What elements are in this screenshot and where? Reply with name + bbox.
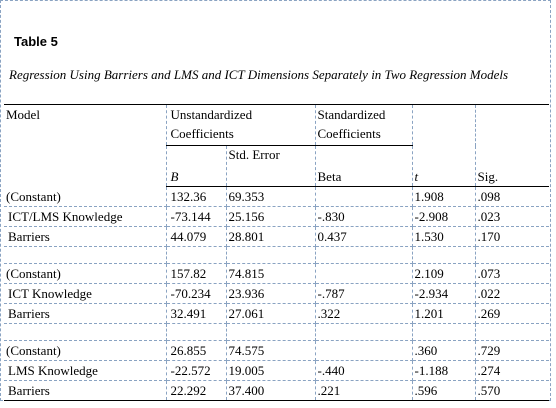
row-label: ICT Knowledge (4, 284, 166, 304)
cell-sig: .274 (475, 361, 549, 381)
header-t: t (412, 146, 475, 187)
cell-t: -2.908 (412, 207, 475, 227)
cell-beta: 0.437 (315, 227, 412, 247)
table-row (4, 264, 549, 284)
cell-b: 44.079 (166, 227, 226, 247)
cell-t: 1.908 (412, 187, 475, 207)
cell-t: 2.109 (412, 264, 475, 284)
row-label: (Constant) (4, 187, 166, 207)
table-row (4, 227, 549, 247)
regression-table-wrapper (4, 104, 549, 401)
cell-b: 157.82 (166, 264, 226, 284)
cell-t: -2.934 (412, 284, 475, 304)
cell-sig: .729 (475, 341, 549, 361)
cell-beta (315, 187, 412, 207)
cell-se: 27.061 (226, 304, 315, 324)
cell-b: 22.292 (166, 381, 226, 401)
row-label: LMS Knowledge (4, 361, 166, 381)
table-row (4, 187, 549, 207)
cell-sig: .170 (475, 227, 549, 247)
cell-t: .596 (412, 381, 475, 401)
header-sig: Sig. (475, 146, 549, 187)
cell-b: 132.36 (166, 187, 226, 207)
cell-se: 23.936 (226, 284, 315, 304)
table-title: Table 5 (14, 34, 58, 49)
cell-t: 1.530 (412, 227, 475, 247)
row-label: ICT/LMS Knowledge (4, 207, 166, 227)
row-label: Barriers (4, 381, 166, 401)
table-row (4, 341, 549, 361)
cell-beta (315, 341, 412, 361)
header-b: B (166, 146, 226, 187)
header-unstandardized: Unstandardized Coefficients (166, 105, 315, 146)
row-label: Barriers (4, 304, 166, 324)
cell-se: 74.815 (226, 264, 315, 284)
row-label: Barriers (4, 227, 166, 247)
cell-t: -1.188 (412, 361, 475, 381)
cell-sig: .098 (475, 187, 549, 207)
cell-b: 32.491 (166, 304, 226, 324)
header-row-1 (4, 105, 549, 146)
cell-sig: .073 (475, 264, 549, 284)
table-row (4, 381, 549, 401)
cell-se: 69.353 (226, 187, 315, 207)
header-beta: Beta (315, 146, 412, 187)
cell-b: 26.855 (166, 341, 226, 361)
cell-beta: -.440 (315, 361, 412, 381)
cell-b: -22.572 (166, 361, 226, 381)
cell-beta: -.830 (315, 207, 412, 227)
table-row (4, 304, 549, 324)
cell-beta: .322 (315, 304, 412, 324)
cell-se: 74.575 (226, 341, 315, 361)
cell-b: -70.234 (166, 284, 226, 304)
row-label: (Constant) (4, 264, 166, 284)
table-row (4, 361, 549, 381)
table-row (4, 284, 549, 304)
cell-beta: .221 (315, 381, 412, 401)
regression-table (4, 104, 549, 401)
cell-t: 1.201 (412, 304, 475, 324)
cell-sig: .022 (475, 284, 549, 304)
cell-se: 25.156 (226, 207, 315, 227)
table-caption: Regression Using Barriers and LMS and ICT Dimensions Separately in Two Regression Models (9, 67, 509, 82)
cell-se: 19.005 (226, 361, 315, 381)
table-row (4, 207, 549, 227)
cell-sig: .570 (475, 381, 549, 401)
row-label: (Constant) (4, 341, 166, 361)
spacer-row (4, 247, 549, 264)
header-model: Model (4, 105, 166, 187)
spacer-row (4, 324, 549, 341)
cell-t: .360 (412, 341, 475, 361)
header-std-error: Std. Error (226, 146, 315, 187)
cell-sig: .023 (475, 207, 549, 227)
cell-sig: .269 (475, 304, 549, 324)
cell-se: 28.801 (226, 227, 315, 247)
cell-b: -73.144 (166, 207, 226, 227)
cell-se: 37.400 (226, 381, 315, 401)
cell-beta (315, 264, 412, 284)
cell-beta: -.787 (315, 284, 412, 304)
header-standardized: Standardized Coefficients (315, 105, 412, 146)
